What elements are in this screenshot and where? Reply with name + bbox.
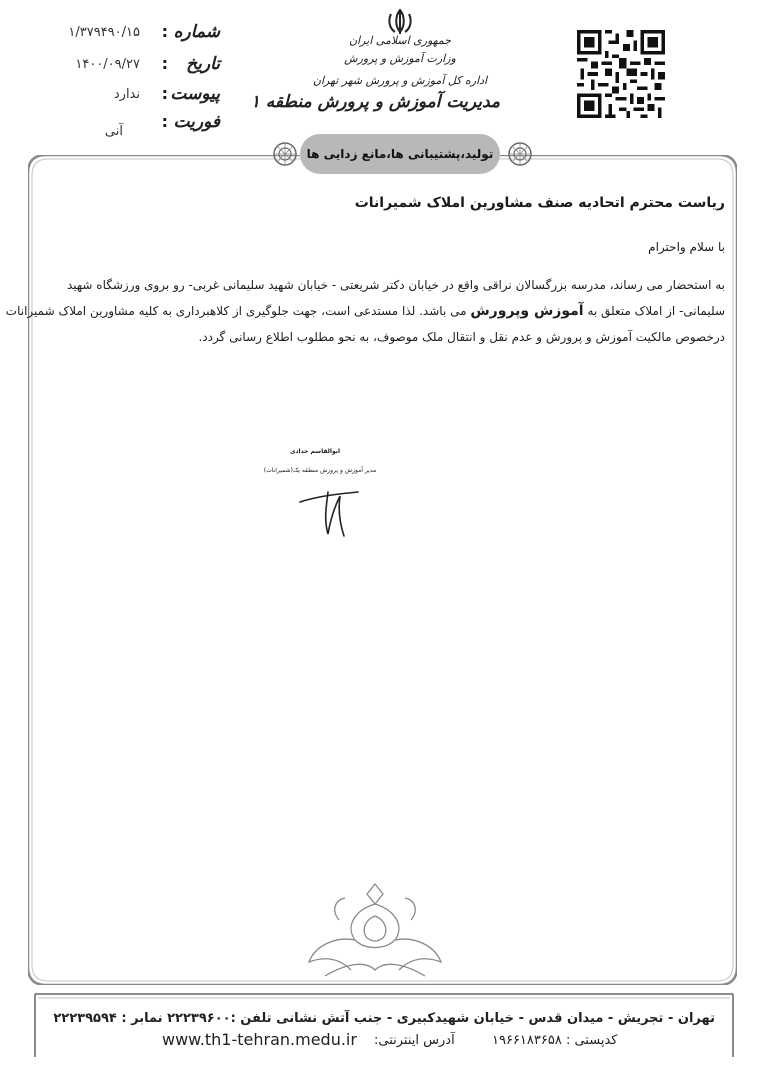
urgency-row bbox=[30, 112, 220, 138]
footer-website-label: آدرس اینترنتی: bbox=[374, 1033, 455, 1048]
number-colon: : bbox=[161, 22, 168, 41]
left-rosette-icon bbox=[272, 141, 298, 167]
header-republic: جمهوری اسلامی ایران bbox=[348, 34, 452, 47]
urgency-label: فوریت bbox=[173, 112, 220, 132]
number-label: شماره bbox=[173, 22, 220, 42]
letter-number-row bbox=[30, 22, 220, 48]
attachment-colon: : bbox=[161, 84, 168, 103]
slogan-band: تولید،پشتیبانی ها،مانع زدایی ها bbox=[300, 134, 500, 174]
date-label: تاریخ bbox=[186, 54, 220, 74]
iran-emblem-icon bbox=[385, 8, 415, 36]
attachment-value: ندارد bbox=[113, 87, 140, 102]
urgency-colon: : bbox=[161, 112, 168, 131]
greeting: با سلام واحترام bbox=[648, 240, 725, 254]
paragraph-line-2-start: سلیمانی- از املاک متعلق به bbox=[587, 304, 725, 318]
recipient-line: ریاست محترم اتحادیه صنف مشاورین املاک شمیرانات bbox=[354, 195, 725, 211]
date-value: ۱۴۰۰/۰۹/۲۷ bbox=[75, 57, 140, 72]
footer-website-link[interactable]: www.th1-tehran.medu.ir bbox=[162, 1030, 357, 1049]
signer-title: مدیر آموزش و پرورش منطقه یک(شمیرانات) bbox=[263, 467, 377, 474]
organization-bold: آموزش وپرورش bbox=[470, 303, 584, 319]
handwritten-signature bbox=[298, 478, 368, 548]
number-value: ۱/۳۷۹۴۹۰/۱۵ bbox=[68, 25, 140, 40]
paragraph-line-2-end: می باشد. لذا مستدعی است، جهت جلوگیری از کلاهبرداری به کلیه مشاورین املاک شمیرانات bbox=[5, 304, 467, 318]
header-general-office: اداره کل آموزش و پرورش شهر تهران bbox=[312, 74, 488, 87]
footer-address: تهران - تجریش - میدان قدس - خیابان شهیدکبیری - جنب آتش نشانی تلفن :۲۲۲۳۹۶۰۰ نمابر : ۲۲۲۳۹۵۹۴ bbox=[53, 1011, 715, 1026]
urgency-value: آنی bbox=[104, 124, 123, 139]
header-ministry: وزارت آموزش و پرورش bbox=[344, 52, 456, 65]
attachment-row bbox=[30, 84, 220, 110]
footer-postal-code: کدپستی : ۱۹۶۶۱۸۳۶۵۸ bbox=[492, 1033, 618, 1048]
attachment-label: پیوست bbox=[170, 84, 220, 104]
qr-code bbox=[577, 30, 665, 118]
right-rosette-icon bbox=[507, 141, 533, 167]
paragraph-line-1: به استحضار می رساند، مدرسه بزرگسالان نراقی واقع در خیابان دکتر شریعتی - خیابان شهید سلیمانی غربی- رو بروی ورزشگاه شهید bbox=[66, 278, 725, 292]
arabesque-ornament-icon bbox=[295, 880, 455, 980]
signer-name: ابوالقاسم حدادی bbox=[289, 448, 341, 455]
header-district-office: مدیریت آموزش و پرورش منطقه ۱ bbox=[250, 92, 500, 112]
paragraph-line-3: درخصوص مالکیت آموزش و پرورش و عدم نقل و انتقال ملک موصوف، به نحو مطلوب اطلاع رسانی گردد. bbox=[198, 330, 725, 344]
paragraph-line-2 bbox=[6, 303, 725, 319]
letter-date-row bbox=[30, 54, 220, 80]
date-colon: : bbox=[161, 54, 168, 73]
